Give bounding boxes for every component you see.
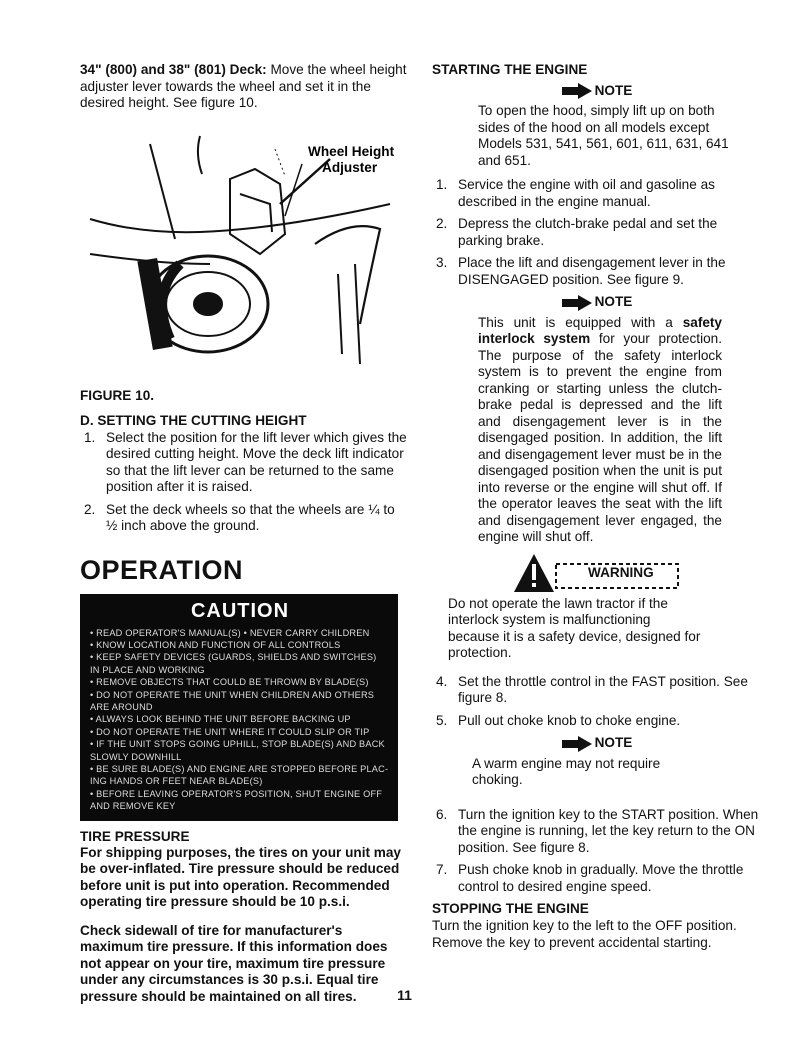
- arrow-right-icon: [562, 83, 592, 99]
- arrow-right-icon: [562, 295, 592, 311]
- wheel-adjuster-drawing: [80, 124, 408, 374]
- starting-steps-list-b: [432, 674, 762, 730]
- tire-paragraph-1: For shipping purposes, the tires on your unit may be over-inflated. Tire pressure should be reduced before unit is put into operation. Recommended operating tire pressure should be 10 p.s.i.: [80, 844, 401, 910]
- item-number: 5.: [436, 712, 448, 728]
- warning-banner: [432, 552, 762, 596]
- deck-paragraph: [80, 62, 408, 112]
- interlock-text-pre: This unit is equipped with a: [478, 314, 683, 330]
- caution-line: • DO NOT OPERATE THE UNIT WHEN CHILDREN AND OTHERS: [90, 689, 375, 700]
- figure-caption: FIGURE 10.: [80, 387, 155, 403]
- item-text: Depress the clutch-brake pedal and set the parking brake.: [458, 216, 718, 248]
- figure-label-line2: Adjuster: [322, 159, 378, 175]
- item-text: Set the throttle control in the FAST position. See figure 8.: [458, 673, 748, 706]
- arrow-right-icon: [562, 736, 592, 752]
- starting-steps-list-c: [432, 807, 762, 896]
- deck-heading: 34" (800) and 38" (801) Deck:: [80, 62, 267, 77]
- list-item: [432, 216, 762, 249]
- item-number: 1.: [436, 177, 448, 193]
- left-column: [80, 62, 408, 1005]
- list-item: [432, 674, 762, 707]
- item-text: Place the lift and disengagement lever in the DISENGAGED position. See figure 9.: [458, 255, 726, 287]
- item-number: 6.: [436, 806, 448, 822]
- note-text-choke: A warm engine may not require choking.: [472, 755, 661, 788]
- caution-line: IN PLACE AND WORKING: [90, 664, 205, 675]
- item-number: 2.: [84, 501, 96, 517]
- caution-title: CAUTION: [190, 599, 290, 622]
- list-item: [432, 255, 762, 288]
- tire-paragraph-2: Check sidewall of tire for manufacturer's maximum tire pressure. If this information does not appear on your tire, maximum tire pressure under any circumstances is 30 p.s.i. Equal tire pressure should be maintained on all tires.: [80, 922, 388, 1004]
- setting-height-list: [80, 430, 408, 535]
- note-label: NOTE: [594, 294, 633, 310]
- caution-line: • DO NOT OPERATE THE UNIT WHERE IT COULD SLIP OR TIP: [90, 726, 370, 737]
- note-heading: [432, 735, 762, 751]
- warning-label: WARNING: [588, 564, 654, 580]
- note-heading: [432, 294, 762, 310]
- item-number: 4.: [436, 673, 448, 689]
- caution-line: ING HANDS OR FEET NEAR BLADE(S): [90, 776, 263, 787]
- list-item: [80, 430, 408, 496]
- caution-line: ARE AROUND: [90, 701, 153, 712]
- interlock-text-post: for your protection. The purpose of the safety interlock system is to prevent the engine from cranking or starting unless the clutch-brake pedal is depressed and the lift and disengagement lever is in the disengaged position. In addition, the lift and disengagement lever must be in the disengaged position when the unit is put into reverse or the engine will shut off. If the operator leaves the seat with the lift and disengagement lever engaged, the engine will shut off.: [478, 331, 722, 545]
- warning-text: Do not operate the lawn tractor if the interlock system is malfunctioning because it is a safety device, designed for protection.: [448, 595, 701, 661]
- item-number: 1.: [84, 429, 96, 445]
- page-number: 11: [397, 987, 412, 1003]
- item-number: 2.: [436, 216, 448, 232]
- caution-line: AND REMOVE KEY: [90, 801, 176, 812]
- note-text-hood: To open the hood, simply lift up on both sides of the hood on all models except Models 531, 541, 561, 601, 611, 631, 641 and 651.: [478, 103, 729, 168]
- note-label: NOTE: [594, 83, 633, 98]
- note-text-interlock: [432, 315, 762, 546]
- caution-line: • IF THE UNIT STOPS GOING UPHILL, STOP BLADE(S) AND BACK: [90, 739, 385, 750]
- right-column: [432, 62, 762, 951]
- caution-line: • READ OPERATOR'S MANUAL(S) • NEVER CARRY CHILDREN: [90, 627, 370, 638]
- item-text: Select the position for the lift lever which gives the desired cutting height. Move the deck lift indicator so that the lift lever can be returned to the same position after it is raised.: [106, 429, 407, 494]
- item-text: Service the engine with oil and gasoline as described in the engine manual.: [458, 177, 715, 209]
- stopping-engine-title: STOPPING THE ENGINE: [432, 901, 589, 917]
- tire-pressure-title: TIRE PRESSURE: [80, 828, 190, 844]
- starting-steps-list-a: [432, 177, 762, 288]
- stopping-text: Turn the ignition key to the left to the OFF position. Remove the key to prevent accidental starting.: [432, 918, 737, 950]
- caution-line: • ALWAYS LOOK BEHIND THE UNIT BEFORE BACKING UP: [90, 714, 351, 725]
- caution-line: • BE SURE BLADE(S) AND ENGINE ARE STOPPED BEFORE PLAC-: [90, 763, 389, 774]
- interlock-text-bold: safety interlock system: [478, 314, 722, 347]
- item-number: 3.: [436, 255, 448, 271]
- note-label: NOTE: [594, 735, 633, 751]
- figure-label-line1: Wheel Height: [308, 143, 395, 159]
- caution-line: • KNOW LOCATION AND FUNCTION OF ALL CONTROLS: [90, 639, 341, 650]
- caution-line: • KEEP SAFETY DEVICES (GUARDS, SHIELDS AND SWITCHES): [90, 652, 377, 663]
- caution-line: SLOWLY DOWNHILL: [90, 751, 182, 762]
- caution-line: • REMOVE OBJECTS THAT COULD BE THROWN BY BLADE(S): [90, 677, 369, 688]
- list-item: [432, 862, 762, 895]
- deck-text: Move the wheel height adjuster lever towards the wheel and set it in the desired height. See figure 10.: [80, 62, 407, 110]
- list-item: [80, 502, 408, 535]
- list-item: [432, 807, 762, 857]
- item-number: 7.: [436, 862, 448, 878]
- item-text: Pull out choke knob to choke engine.: [458, 712, 681, 728]
- operation-heading: OPERATION: [80, 554, 244, 585]
- item-text: Set the deck wheels so that the wheels are ¼ to ½ inch above the ground.: [106, 501, 395, 533]
- starting-engine-title: STARTING THE ENGINE: [432, 62, 588, 77]
- item-text: Turn the ignition key to the START position. When the engine is running, let the key return to the ON position. See figure 8.: [458, 806, 759, 855]
- caution-line: • BEFORE LEAVING OPERATOR'S POSITION, SHUT ENGINE OFF: [90, 788, 383, 799]
- figure-10-illustration: [80, 124, 408, 374]
- caution-box: [80, 594, 398, 821]
- item-text: Push choke knob in gradually. Move the throttle control to desired engine speed.: [458, 862, 744, 894]
- setting-height-title: D. SETTING THE CUTTING HEIGHT: [80, 412, 307, 428]
- note-heading: [432, 83, 762, 99]
- list-item: [432, 177, 762, 210]
- list-item: [432, 713, 762, 730]
